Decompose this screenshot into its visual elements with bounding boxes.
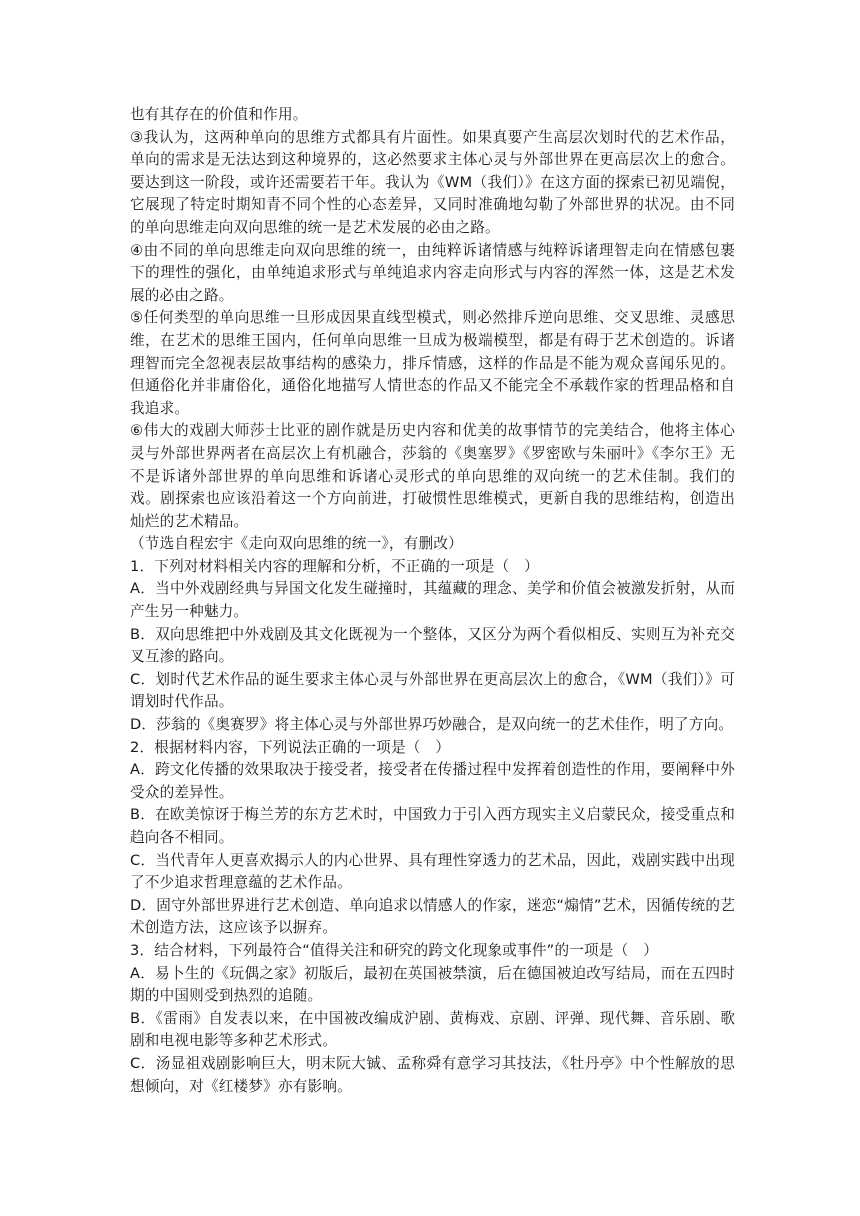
question-3-option-c: C．汤显祖戏剧影响巨大，明末阮大铖、孟称舜有意学习其技法，《牡丹亭》中个性解放的思想倾向，对《红楼梦》亦有影响。 bbox=[130, 1054, 735, 1095]
question-1-option-c: C．划时代艺术作品的诞生要求主体心灵与外部世界在更高层次上的愈合，《WM（我们）》可谓划时代作品。 bbox=[130, 670, 735, 711]
question-1-option-d: D．莎翁的《奥赛罗》将主体心灵与外部世界巧妙融合，是双向统一的艺术佳作，明了方向。 bbox=[130, 716, 734, 734]
question-2-option-c: C．当代青年人更喜欢揭示人的内心世界、具有理性穿透力的艺术品，因此，戏剧实践中出现了不少追求哲理意蕴的艺术作品。 bbox=[130, 851, 735, 892]
question-3-option-a: A．易卜生的《玩偶之家》初版后，最初在英国被禁演，后在德国被迫改写结局，而在五四时期的中国则受到热烈的追随。 bbox=[130, 964, 735, 1005]
paragraph-6: ⑥伟大的戏剧大师莎士比亚的剧作就是历史内容和优美的故事情节的完美结合，他将主体心灵与外部世界两者在高层次上有机融合，莎翁的《奥塞罗》《罗密欧与朱丽叶》《李尔王》无不是诉诸外部世界的单向思维和诉诸心灵形式的单向思维的双向统一的艺术佳制。我们的戏。剧探索也应该沿着这一个方向前进，打破惯性思维模式，更新自我的思维结构，创造出灿烂的艺术精品。 bbox=[130, 422, 735, 530]
question-1: 1．下列对材料相关内容的理解和分析，不正确的一项是（ ） bbox=[130, 557, 539, 575]
question-2: 2．根据材料内容，下列说法正确的一项是（ ） bbox=[130, 738, 451, 756]
question-2-option-a: A．跨文化传播的效果取决于接受者，接受者在传播过程中发挥着创造性的作用，要阐释中外受众的差异性。 bbox=[130, 761, 735, 801]
question-2-option-b: B．在欧美惊讶于梅兰芳的东方艺术时，中国致力于引入西方现实主义启蒙民众，接受重点和趋向各不相同。 bbox=[130, 806, 735, 846]
paragraph-5: ⑤任何类型的单向思维一旦形成因果直线型模式，则必然排斥逆向思维、交叉思维、灵感思维，在艺术的思维王国内，任何单向思维一旦成为极端模型，都是有碍于艺术创造的。诉诸理智而完全忽视表层故事结构的感染力，排斥情感，这样的作品是不能为观众喜闻乐见的。但通俗化并非庸俗化，通俗化地描写人情世态的作品又不能完全不承载作家的哲理品格和自我追求。 bbox=[130, 309, 735, 417]
question-1-option-b: B．双向思维把中外戏剧及其文化既视为一个整体，又区分为两个看似相反、实则互为补充交叉互渗的路向。 bbox=[130, 625, 735, 666]
paragraph-3: ③我认为，这两种单向的思维方式都具有片面性。如果真要产生高层次划时代的艺术作品，单向的需求是无法达到这种境界的，这必然要求主体心灵与外部世界在更高层次上的愈合。要达到这一阶段，或许还需要若干年。我认为《WM（我们）》在这方面的探索已初见端倪，它展现了特定时期知青不同个性的心态差异，又同时准确地勾勒了外部世界的状况。由不同的单向思维走向双向思维的统一是艺术发展的必由之路。 bbox=[130, 128, 735, 236]
question-2-option-d: D．固守外部世界进行艺术创造、单向追求以情感人的作家，迷恋“煽情”艺术，因循传统的艺术创造方法，这应该予以摒弃。 bbox=[130, 896, 735, 937]
question-3-option-b: B．《雷雨》自发表以来，在中国被改编成沪剧、黄梅戏、京剧、评弹、现代舞、音乐剧、歌剧和电视电影等多种艺术形式。 bbox=[130, 1009, 735, 1050]
question-3: 3．结合材料，下列最符合“值得关注和研究的跨文化现象或事件”的一项是（ ） bbox=[130, 941, 658, 959]
source-note: （节选自程宏宇《走向双向思维的统一》，有删改） bbox=[130, 535, 463, 553]
paragraph-continuation: 也有其存在的价值和作用。 bbox=[130, 106, 308, 123]
paragraph-4: ④由不同的单向思维走向双向思维的统一，由纯粹诉诸情感与纯粹诉诸理智走向在情感包裹下的理性的强化，由单纯追求形式与单纯追求内容走向形式与内容的浑然一体，这是艺术发展的必由之路。 bbox=[130, 241, 735, 304]
document-body bbox=[130, 104, 735, 1098]
question-1-option-a: A．当中外戏剧经典与异国文化发生碰撞时，其蕴藏的理念、美学和价值会被激发折射，从而产生另一种魅力。 bbox=[130, 580, 735, 621]
